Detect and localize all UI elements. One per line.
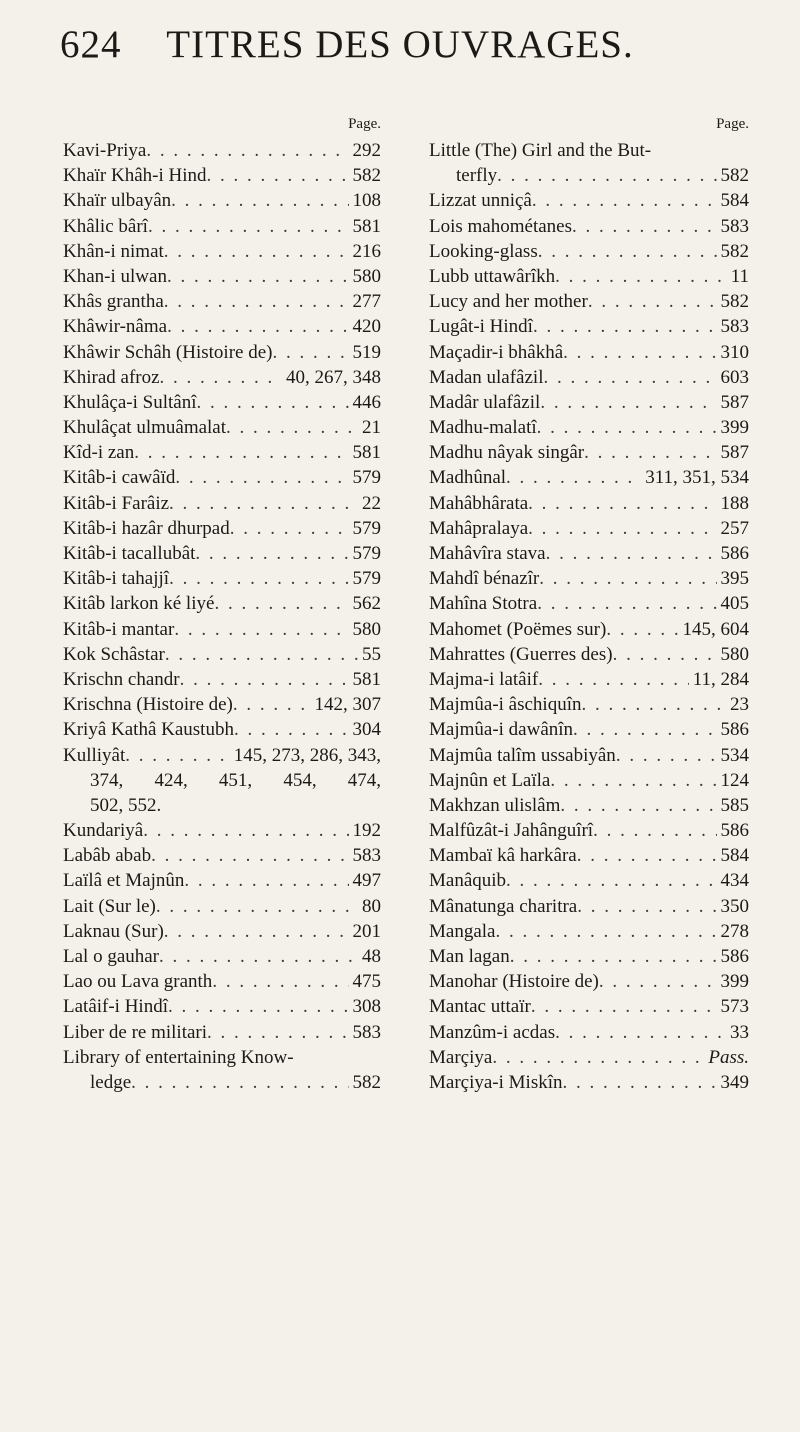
index-entry xyxy=(63,491,381,516)
leader-dots xyxy=(510,944,717,969)
page-title: TITRES DES OUVRAGES. xyxy=(166,23,634,66)
index-entry: terfly . . . 582 xyxy=(429,163,749,188)
index-entry xyxy=(429,868,749,893)
index-entry xyxy=(429,692,749,717)
entry-pages: 573 xyxy=(720,996,749,1018)
index-entry xyxy=(429,768,749,793)
left-page-label: Page. xyxy=(348,116,381,132)
index-entry xyxy=(63,390,381,415)
index-entry xyxy=(63,717,381,742)
entry-pages: 55 xyxy=(362,643,381,665)
index-entry xyxy=(429,617,749,642)
index-entry xyxy=(63,566,381,591)
leader-dots xyxy=(184,868,348,893)
entry-title: Lait (Sur le) xyxy=(63,895,156,917)
entry-pages: 124 xyxy=(720,769,749,791)
entry-pages: Pass. xyxy=(708,1046,749,1068)
index-entry xyxy=(63,415,381,440)
leader-dots xyxy=(233,692,311,717)
entry-title: Mambaï kâ harkâra xyxy=(429,845,577,867)
entry-pages: 497 xyxy=(352,870,381,892)
entry-pages: 475 xyxy=(352,971,381,993)
index-entry xyxy=(429,994,749,1019)
entry-pages: 519 xyxy=(352,341,381,363)
leader-dots xyxy=(506,868,716,893)
entry-title: Kitâb-i Farâiz xyxy=(63,492,170,514)
index-entry xyxy=(429,239,749,264)
entry-title: Khâwir-nâma xyxy=(63,316,168,338)
index-entry xyxy=(429,1070,749,1095)
leader-dots xyxy=(207,163,349,188)
entry-pages: 405 xyxy=(720,593,749,615)
index-entry xyxy=(429,667,749,692)
entry-pages: 278 xyxy=(720,920,749,942)
entry-title: Malfûzât-i Jahânguîrî xyxy=(429,820,594,842)
leader-dots xyxy=(207,1020,348,1045)
index-entry xyxy=(429,516,749,541)
leader-dots xyxy=(588,289,717,314)
entry-pages: 40, 267, 348 xyxy=(286,366,381,388)
index-entry xyxy=(63,188,381,213)
entry-pages: 583 xyxy=(352,845,381,867)
kulliyat-continuation-2: 502, 552. xyxy=(90,794,162,816)
entry-title: Mahâvîra stava xyxy=(429,543,546,564)
entry-title: Madhu-malatî xyxy=(429,417,537,439)
right-page-label: Page. xyxy=(716,116,749,132)
leader-dots xyxy=(539,566,716,591)
entry-title: Khulâçat ulmuâmalat xyxy=(63,417,227,439)
entry-title: Khâwir Schâh (Histoire de) xyxy=(63,341,273,363)
entry-title: Labâb abab xyxy=(63,845,152,867)
leader-dots xyxy=(555,1020,726,1045)
entry-title: Kitâb-i tacallubât xyxy=(63,543,196,564)
entry-pages: 581 xyxy=(352,668,381,690)
left-column xyxy=(63,113,381,1095)
entry-pages: 142, 307 xyxy=(314,694,381,716)
entry-title: Khâs grantha xyxy=(63,291,164,313)
leader-dots xyxy=(531,994,717,1019)
index-entry xyxy=(63,617,381,642)
entry-pages: 22 xyxy=(362,492,381,514)
entry-pages: 308 xyxy=(352,996,381,1018)
index-entry xyxy=(63,692,381,717)
entry-pages: 216 xyxy=(352,240,381,262)
entry-pages: 582 xyxy=(352,165,381,187)
leader-dots xyxy=(169,491,358,516)
index-entry xyxy=(429,365,749,390)
entry-title: Mangala xyxy=(429,920,496,942)
index-entry xyxy=(63,667,381,692)
leader-dots xyxy=(165,642,358,667)
entry-pages: 292 xyxy=(352,140,381,161)
entry-pages: 581 xyxy=(352,215,381,237)
entry-title: Madhu nâyak singâr xyxy=(429,442,585,464)
leader-dots xyxy=(495,919,716,944)
entry-pages: 584 xyxy=(720,190,749,212)
entry-pages: 583 xyxy=(352,1021,381,1043)
leader-dots xyxy=(171,188,348,213)
index-entry xyxy=(63,138,381,163)
entry-title: Kundariyâ xyxy=(63,820,144,842)
entry-title: Kitâb larkon ké liyé xyxy=(63,593,215,615)
entry-title: Kitâb-i tahajjî xyxy=(63,568,170,590)
leader-dots xyxy=(599,969,717,994)
leader-dots xyxy=(212,969,348,994)
entry-title: Laknau (Sur) xyxy=(63,920,164,942)
entry-title: Looking-glass xyxy=(429,240,538,262)
entry-pages: 350 xyxy=(720,895,749,917)
entry-pages: 562 xyxy=(352,593,381,615)
entry-title: Madan ulafâzil xyxy=(429,366,544,388)
entry-title: Mânatunga charitra xyxy=(429,895,578,917)
leader-dots xyxy=(540,390,716,415)
index-entry xyxy=(63,969,381,994)
entry-pages: 586 xyxy=(720,820,749,842)
index-entry xyxy=(63,843,381,868)
entry-pages: 534 xyxy=(720,744,749,766)
entry-pages: 579 xyxy=(352,467,381,489)
entry-pages: 145, 604 xyxy=(682,618,749,640)
entry-title: Madâr ulafâzil xyxy=(429,391,541,413)
leader-dots xyxy=(563,340,716,365)
entry-pages: 580 xyxy=(720,643,749,665)
entry-title: Latâif-i Hindî xyxy=(63,996,168,1018)
entry-pages: 583 xyxy=(720,316,749,338)
entry-title: Kavi-Priya xyxy=(63,140,147,161)
entry-pages: 586 xyxy=(720,719,749,741)
leader-dots xyxy=(492,1045,704,1070)
entry-title: Marçiya-i Miskîn xyxy=(429,1071,563,1093)
index-entry xyxy=(63,340,381,365)
leader-dots xyxy=(164,919,349,944)
entry-title: Man lagan xyxy=(429,946,510,967)
entry-pages: 586 xyxy=(720,543,749,564)
entry-pages: 188 xyxy=(720,492,749,514)
entry-pages: 579 xyxy=(352,568,381,590)
leader-dots xyxy=(506,465,641,490)
entry-pages: 579 xyxy=(352,517,381,539)
entry-pages: 580 xyxy=(352,618,381,640)
leader-dots xyxy=(538,239,717,264)
entry-title: Manzûm-i acdas xyxy=(429,1021,556,1043)
leader-dots xyxy=(582,692,727,717)
entry-title: Manâquib xyxy=(429,870,507,892)
leader-dots xyxy=(546,541,717,566)
entry-title: Majmûa-i âschiquîn xyxy=(429,694,582,716)
entry-title: Maçadir-i bhâkhâ xyxy=(429,341,564,363)
index-entry xyxy=(63,289,381,314)
index-entry xyxy=(429,289,749,314)
leader-dots xyxy=(577,843,717,868)
entry-title: Khaïr Khâh-i Hind xyxy=(63,165,207,187)
entry-title: Kulliyât xyxy=(63,744,126,766)
leader-dots xyxy=(167,314,348,339)
index-entry xyxy=(429,491,749,516)
index-entry xyxy=(429,591,749,616)
leader-dots xyxy=(160,365,282,390)
leader-dots xyxy=(156,894,358,919)
index-entry: ledge . . . 582 xyxy=(63,1070,381,1095)
entry-title: Lao ou Lava granth xyxy=(63,971,213,993)
leader-dots xyxy=(180,667,349,692)
leader-dots xyxy=(169,566,348,591)
entry-pages: 192 xyxy=(352,820,381,842)
index-entry xyxy=(63,642,381,667)
leader-dots xyxy=(164,239,349,264)
entry-title: Kitâb-i mantar xyxy=(63,618,175,640)
leader-dots xyxy=(616,743,717,768)
leader-dots xyxy=(195,541,348,566)
index-entry xyxy=(63,214,381,239)
index-entry xyxy=(429,944,749,969)
index-entry xyxy=(429,642,749,667)
index-entry xyxy=(63,919,381,944)
entry-title: Lal o gauhar xyxy=(63,946,160,967)
leader-dots xyxy=(560,793,716,818)
index-entry xyxy=(429,1045,749,1070)
index-entry xyxy=(63,440,381,465)
entry-title: Lizzat unniçâ xyxy=(429,190,532,212)
leader-dots xyxy=(593,818,716,843)
leader-dots xyxy=(164,289,349,314)
entry-title: Lugât-i Hindî xyxy=(429,316,533,338)
entry-title: Lois mahométanes xyxy=(429,215,572,237)
entry-pages: 21 xyxy=(362,417,381,439)
entry-pages: 583 xyxy=(720,215,749,237)
kulliyat-continuation-1: 374, 424, 451, 454, 474, xyxy=(90,769,381,791)
right-column xyxy=(429,113,749,1095)
index-entry xyxy=(429,793,749,818)
leader-dots xyxy=(563,1070,717,1095)
entry-pages: 446 xyxy=(352,391,381,413)
entry-title: Laïlâ et Majnûn xyxy=(63,870,185,892)
entry-pages: 579 xyxy=(352,543,381,564)
entry-pages: 11, 284 xyxy=(692,668,749,690)
entry-title: Khan-i ulwan xyxy=(63,265,167,287)
entry-title: Lucy and her mother xyxy=(429,291,588,313)
entry-title: Manohar (Histoire de) xyxy=(429,971,599,993)
leader-dots xyxy=(143,818,348,843)
entry-title: Majma-i latâif xyxy=(429,668,539,690)
entry-pages: 399 xyxy=(720,971,749,993)
entry-title: Makhzan ulislâm xyxy=(429,794,561,816)
index-entry xyxy=(63,365,381,390)
entry-pages: 310 xyxy=(720,341,749,363)
entry-pages: 399 xyxy=(720,417,749,439)
entry-pages: 582 xyxy=(720,291,749,313)
leader-dots xyxy=(606,617,678,642)
entry-title: Mahrattes (Guerres des) xyxy=(429,643,613,665)
index-entry xyxy=(429,390,749,415)
leader-dots xyxy=(613,642,717,667)
leader-dots xyxy=(234,717,349,742)
entry-title: Khirad afroz xyxy=(63,366,160,388)
leader-dots xyxy=(528,516,716,541)
entry-title: Majmûa talîm ussabiyân xyxy=(429,744,616,766)
leader-dots xyxy=(226,415,358,440)
index-entry xyxy=(63,239,381,264)
leader-dots xyxy=(134,440,348,465)
index-entry xyxy=(63,591,381,616)
leader-dots xyxy=(197,390,349,415)
leader-dots xyxy=(550,768,716,793)
leader-dots xyxy=(537,591,716,616)
entry-title: Marçiya xyxy=(429,1046,493,1068)
entry-title: Mahâbhârata xyxy=(429,492,529,514)
index-entry xyxy=(63,868,381,893)
index-entry xyxy=(429,717,749,742)
index-entry xyxy=(429,214,749,239)
entry-pages: 277 xyxy=(352,291,381,313)
index-entry xyxy=(63,465,381,490)
entry-pages: 587 xyxy=(720,442,749,464)
index-entry xyxy=(429,188,749,213)
index-entry xyxy=(429,818,749,843)
leader-dots xyxy=(543,365,716,390)
index-entry xyxy=(429,264,749,289)
entry-pages: 581 xyxy=(352,442,381,464)
entry-title: Majmûa-i dawânîn xyxy=(429,719,574,741)
leader-dots xyxy=(174,617,348,642)
index-entry xyxy=(63,944,381,969)
entry-pages: 145, 273, 286, 343, xyxy=(233,744,381,766)
index-entry xyxy=(429,566,749,591)
index-entry xyxy=(63,894,381,919)
library-title-line: Library of entertaining Know- xyxy=(63,1046,294,1068)
entry-title: Kitâb-i hazâr dhurpad xyxy=(63,517,230,539)
entry-pages: 108 xyxy=(352,190,381,212)
entry-pages: 585 xyxy=(720,794,749,816)
index-entry xyxy=(429,465,749,490)
leader-dots xyxy=(168,994,349,1019)
leader-dots xyxy=(230,516,349,541)
index-entry xyxy=(429,314,749,339)
entry-title: Liber de re militari xyxy=(63,1021,208,1043)
entry-title: Khulâça-i Sultânî xyxy=(63,391,197,413)
index-entry xyxy=(429,541,749,566)
entry-pages: 420 xyxy=(352,316,381,338)
entry-title: Krischna (Histoire de) xyxy=(63,694,233,716)
entry-title: Mahomet (Poëmes sur) xyxy=(429,618,607,640)
leader-dots xyxy=(537,415,717,440)
entry-title: Kitâb-i cawâïd xyxy=(63,467,176,489)
entry-title: Khâlic bârî xyxy=(63,215,148,237)
index-entry xyxy=(63,1020,381,1045)
entry-pages: 80 xyxy=(362,895,381,917)
index-entry xyxy=(63,994,381,1019)
index-entry xyxy=(429,743,749,768)
leader-dots xyxy=(214,591,348,616)
entry-pages: 580 xyxy=(352,265,381,287)
index-entry xyxy=(429,919,749,944)
entry-pages: 33 xyxy=(730,1021,749,1043)
index-entry xyxy=(63,541,381,566)
entry-pages: 395 xyxy=(720,568,749,590)
entry-title: Kok Schâstar xyxy=(63,643,165,665)
entry-pages: 584 xyxy=(720,845,749,867)
entry-title: Lubb uttawârîkh xyxy=(429,265,556,287)
entry-title: Mahâpralaya xyxy=(429,517,529,539)
entry-pages: 257 xyxy=(720,517,749,539)
leader-dots xyxy=(538,667,688,692)
entry-pages: 586 xyxy=(720,946,749,967)
entry-pages: 434 xyxy=(720,870,749,892)
leader-dots xyxy=(151,843,348,868)
entry-title: Mahdî bénazîr xyxy=(429,568,540,590)
leader-dots xyxy=(159,944,358,969)
entry-pages: 48 xyxy=(362,946,381,967)
leader-dots xyxy=(555,264,727,289)
entry-pages: 11 xyxy=(730,265,749,287)
entry-title: Mahîna Stotra xyxy=(429,593,538,615)
index-entry xyxy=(63,264,381,289)
leader-dots xyxy=(167,264,349,289)
index-entry xyxy=(429,894,749,919)
leader-dots xyxy=(533,314,717,339)
entry-pages: 304 xyxy=(352,719,381,741)
index-entry xyxy=(429,1020,749,1045)
leader-dots xyxy=(577,894,716,919)
entry-title: Majnûn et Laïla xyxy=(429,769,551,791)
leader-dots xyxy=(125,743,229,768)
entry-title: Mantac uttaïr xyxy=(429,996,531,1018)
leader-dots xyxy=(148,214,349,239)
little-girl-title-line: Little (The) Girl and the But- xyxy=(429,140,652,161)
index-entry xyxy=(63,743,381,768)
leader-dots xyxy=(573,717,716,742)
entry-pages: 23 xyxy=(730,694,749,716)
entry-title: Kriyâ Kathâ Kaustubh xyxy=(63,719,234,741)
index-entry xyxy=(429,340,749,365)
leader-dots xyxy=(175,465,348,490)
index-entry xyxy=(429,843,749,868)
index-entry xyxy=(429,969,749,994)
entry-pages: 587 xyxy=(720,391,749,413)
entry-pages: 582 xyxy=(720,240,749,262)
entry-title: Khaïr ulbayân xyxy=(63,190,172,212)
entry-pages: 349 xyxy=(720,1071,749,1093)
entry-title: Kîd-i zan xyxy=(63,442,135,464)
page-number: 624 xyxy=(60,23,122,66)
entry-pages: 603 xyxy=(720,366,749,388)
index-entry xyxy=(63,314,381,339)
leader-dots xyxy=(146,138,348,163)
index-entry xyxy=(63,516,381,541)
leader-dots xyxy=(584,440,716,465)
entry-title: Madhûnal xyxy=(429,467,507,489)
index-entry xyxy=(63,818,381,843)
leader-dots xyxy=(272,340,348,365)
leader-dots xyxy=(528,491,716,516)
page-header xyxy=(60,22,740,74)
entry-pages: 311, 351, 534 xyxy=(645,467,749,489)
entry-pages: 201 xyxy=(352,920,381,942)
leader-dots xyxy=(532,188,717,213)
entry-title: Khân-i nimat xyxy=(63,240,164,262)
index-entry xyxy=(429,415,749,440)
entry-title: Krischn chandr xyxy=(63,668,180,690)
index-entry xyxy=(429,440,749,465)
index-entry xyxy=(63,163,381,188)
leader-dots xyxy=(572,214,717,239)
